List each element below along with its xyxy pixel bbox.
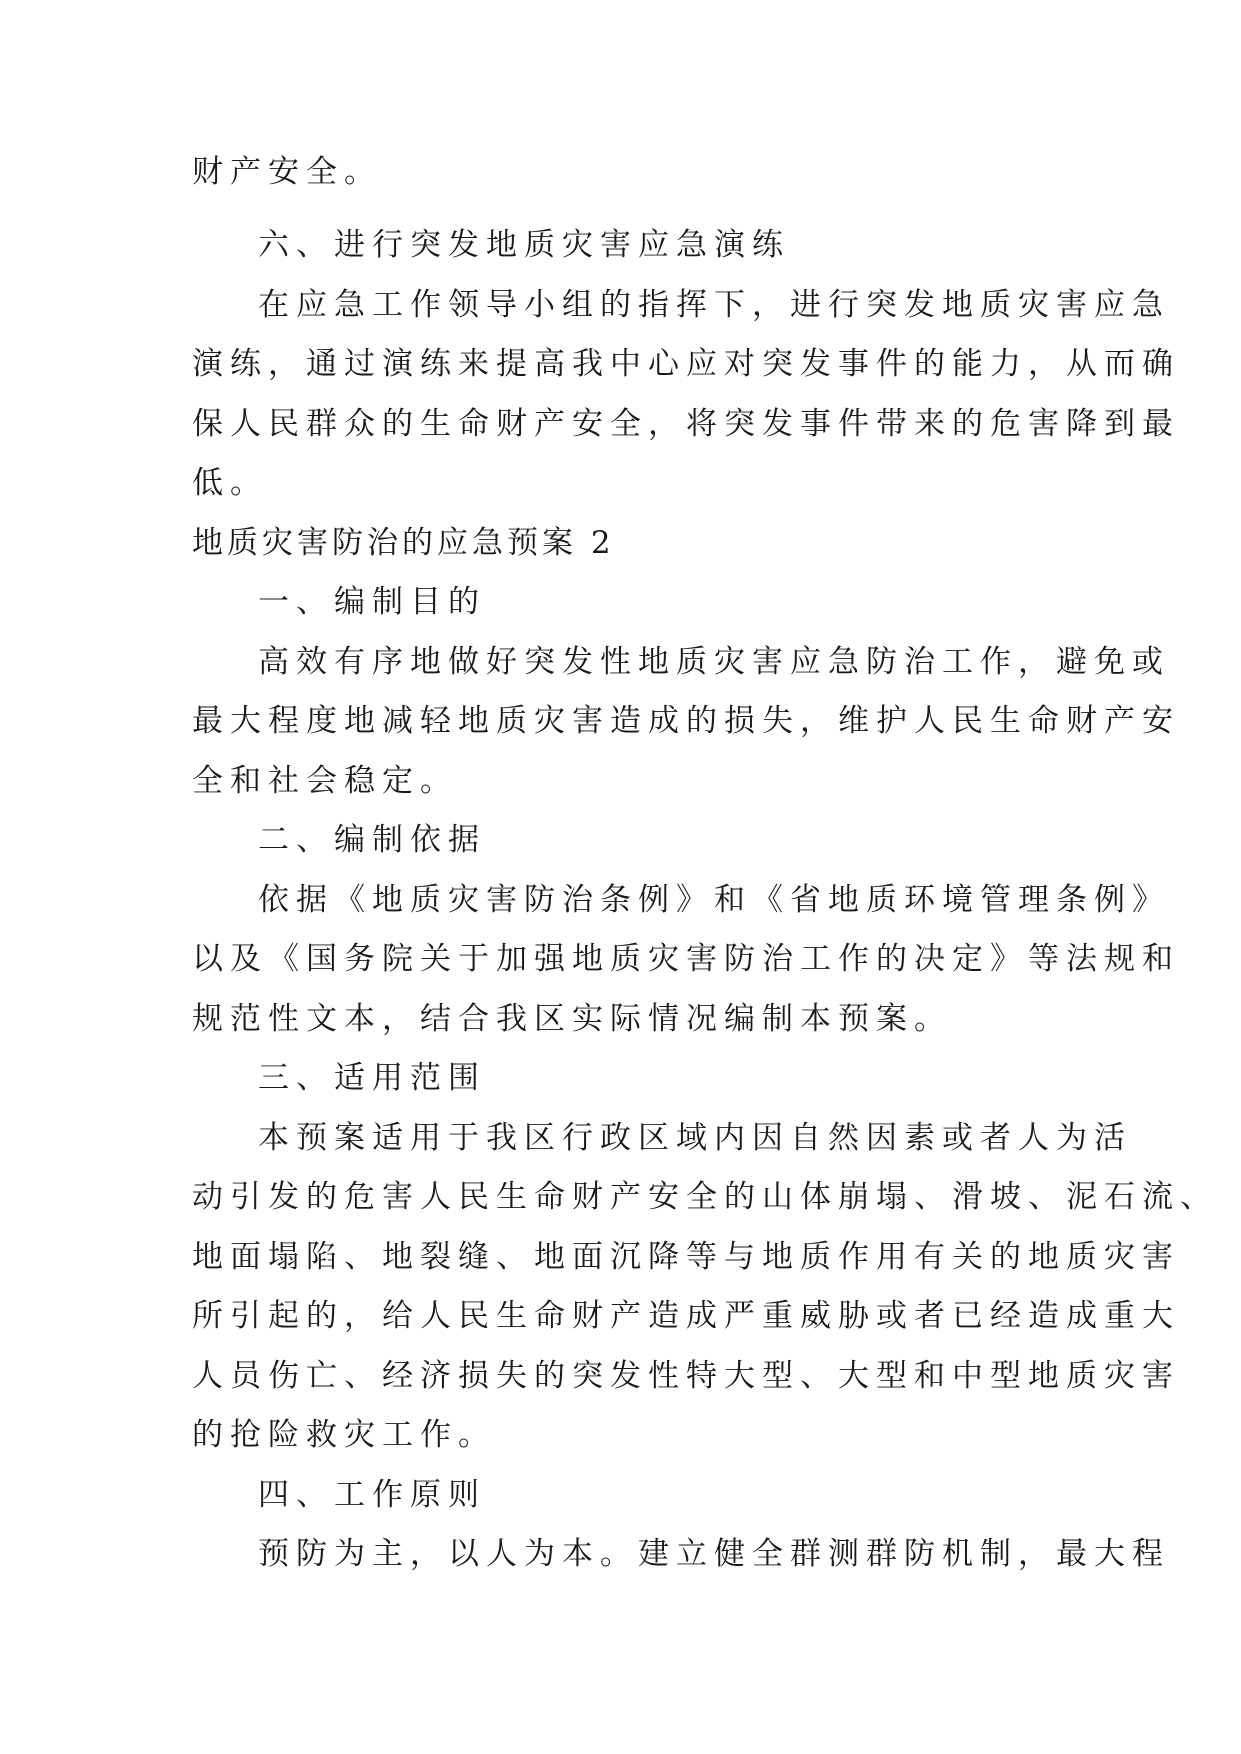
paragraph-line: 财产安全。 bbox=[192, 154, 382, 190]
paragraph-line: 人员伤亡、经济损失的突发性特大型、大型和中型地质灾害 bbox=[192, 1358, 1180, 1394]
paragraph-line: 最大程度地减轻地质灾害造成的损失，维护人民生命财产安 bbox=[192, 703, 1180, 739]
paragraph-line: 以及《国务院关于加强地质灾害防治工作的决定》等法规和 bbox=[192, 941, 1180, 977]
document-title: 地质灾害防治的应急预案 2 bbox=[192, 525, 615, 561]
paragraph-line: 的抢险救灾工作。 bbox=[192, 1417, 496, 1453]
paragraph-line: 全和社会稳定。 bbox=[192, 763, 458, 799]
paragraph-line: 低。 bbox=[192, 465, 268, 501]
section-heading: 二、编制依据 bbox=[258, 822, 486, 858]
paragraph-line: 在应急工作领导小组的指挥下，进行突发地质灾害应急 bbox=[258, 287, 1170, 323]
paragraph-line: 本预案适用于我区行政区域内因自然因素或者人为活 bbox=[258, 1120, 1132, 1156]
section-heading: 六、进行突发地质灾害应急演练 bbox=[258, 227, 790, 263]
section-heading: 四、工作原则 bbox=[258, 1477, 486, 1513]
paragraph-line: 高效有序地做好突发性地质灾害应急防治工作，避免或 bbox=[258, 644, 1170, 680]
paragraph-line: 所引起的，给人民生命财产造成严重威胁或者已经造成重大 bbox=[192, 1298, 1180, 1334]
paragraph-line: 地面塌陷、地裂缝、地面沉降等与地质作用有关的地质灾害 bbox=[192, 1239, 1180, 1275]
paragraph-line: 保人民群众的生命财产安全，将突发事件带来的危害降到最 bbox=[192, 406, 1180, 442]
paragraph-line: 规范性文本，结合我区实际情况编制本预案。 bbox=[192, 1001, 952, 1037]
paragraph-line: 动引发的危害人民生命财产安全的山体崩塌、滑坡、泥石流、 bbox=[192, 1179, 1218, 1215]
paragraph-line: 预防为主，以人为本。建立健全群测群防机制，最大程 bbox=[258, 1536, 1170, 1572]
paragraph-line: 依据《地质灾害防治条例》和《省地质环境管理条例》 bbox=[258, 882, 1170, 918]
section-heading: 一、编制目的 bbox=[258, 584, 486, 620]
paragraph-line: 演练，通过演练来提高我中心应对突发事件的能力，从而确 bbox=[192, 346, 1180, 382]
section-heading: 三、适用范围 bbox=[258, 1060, 486, 1096]
